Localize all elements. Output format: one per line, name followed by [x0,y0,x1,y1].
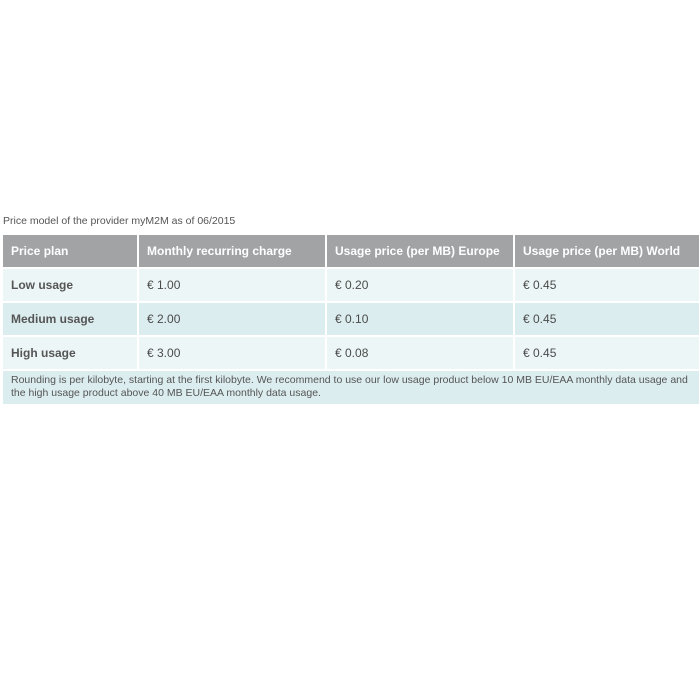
table-row [3,269,699,303]
table-caption: Price model of the provider myM2M as of 06/2015 [3,215,236,227]
usage-price-world: € 0.45 [515,303,699,337]
monthly-charge: € 3.00 [139,337,325,371]
price-table-section [3,213,697,406]
table-row [3,337,699,371]
plan-name: Medium usage [3,303,137,337]
usage-price-world: € 0.45 [515,269,699,303]
column-header-usage-europe: Usage price (per MB) Europe [327,235,513,269]
column-header-usage-world: Usage price (per MB) World [515,235,699,269]
table-row [3,303,699,337]
plan-name: Low usage [3,269,137,303]
usage-price-world: € 0.45 [515,337,699,371]
usage-price-europe: € 0.08 [327,337,513,371]
plan-name: High usage [3,337,137,371]
monthly-charge: € 2.00 [139,303,325,337]
monthly-charge: € 1.00 [139,269,325,303]
price-table [1,235,700,406]
table-footnote: Rounding is per kilobyte, starting at the first kilobyte. We recommend to use our low usage product below 10 MB EU/EAA monthly data usage and the high usage product above 40 MB EU/EAA monthly data usage. [3,371,699,406]
column-header-price-plan: Price plan [3,235,137,269]
column-header-monthly-charge: Monthly recurring charge [139,235,325,269]
usage-price-europe: € 0.10 [327,303,513,337]
usage-price-europe: € 0.20 [327,269,513,303]
footnote-row [3,371,699,406]
table-header-row [3,235,699,269]
